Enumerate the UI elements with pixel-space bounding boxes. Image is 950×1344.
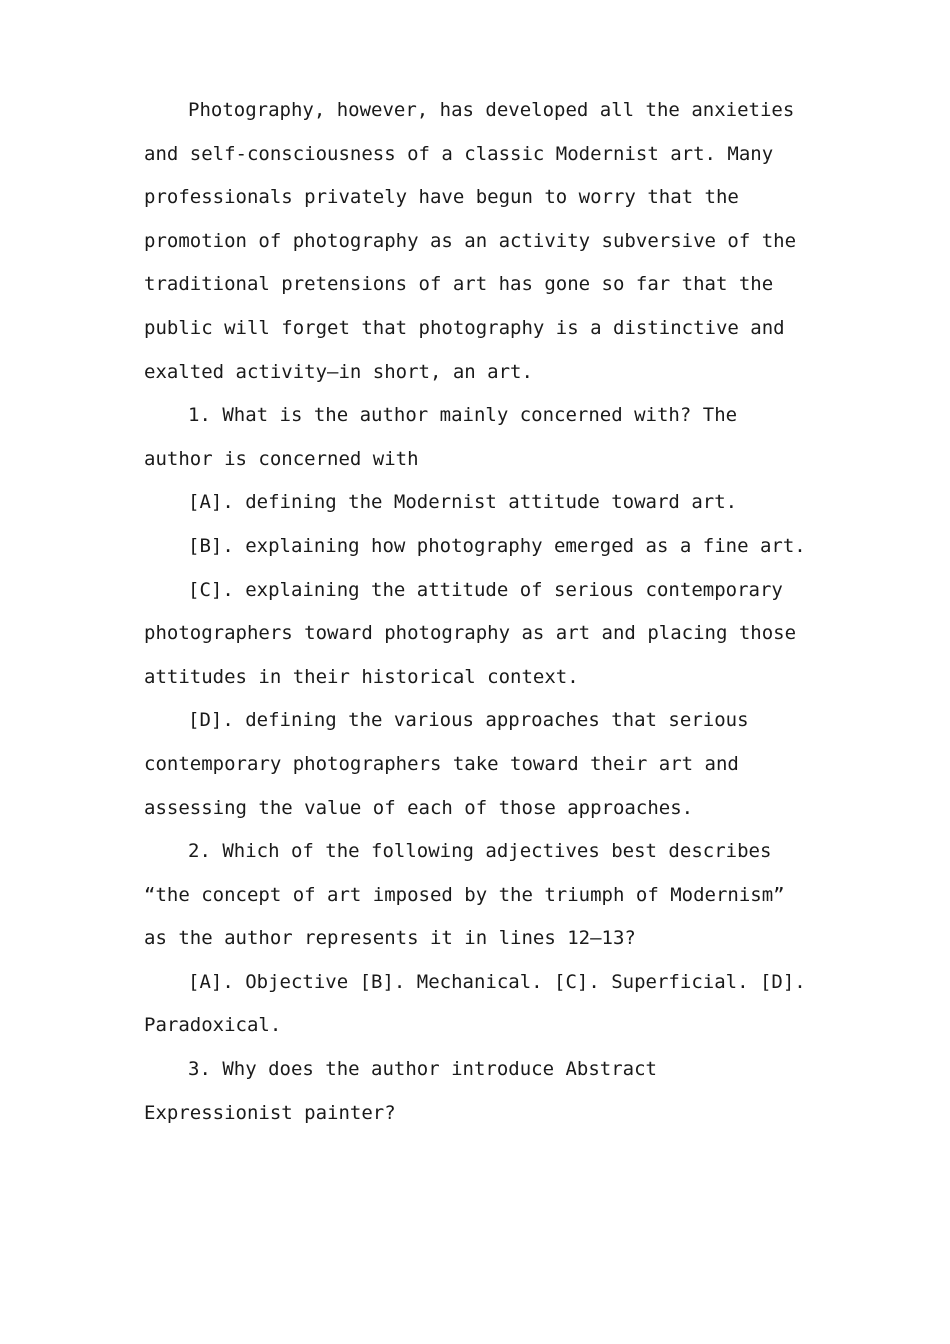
question-2: 2. Which of the following adjectives best describes “the concept of art imposed by the triumph of Modernism” as the author represents it in lines 12—13? <box>144 840 785 950</box>
question-1-option-c: [C]. explaining the attitude of serious contemporary photographers toward photography as art and placing those attitudes in their historical context. <box>144 578 797 688</box>
question-1-option-a: [A]. defining the Modernist attitude toward art. <box>188 491 738 514</box>
question-1-option-d: [D]. defining the various approaches that serious contemporary photographers take toward their art and assessing the value of each of those approaches. <box>144 709 749 819</box>
question-2-options: [A]. Objective [B]. Mechanical. [C]. Superficial. [D]. Paradoxical. <box>144 970 806 1037</box>
document-body <box>144 89 816 1135</box>
question-1: 1. What is the author mainly concerned with? The author is concerned with <box>144 404 738 470</box>
question-3: 3. Why does the author introduce Abstract Expressionist painter? <box>144 1058 657 1124</box>
passage-paragraph: Photography, however, has developed all the anxieties and self-consciousness of a classic Modernist art. Many professionals privately have begun to worry that the promotion of photography as an activity subversive of the traditional pretensions of art has gone so far that the public will forget that photography is a distinctive and exalted activity—in short, an art. <box>144 99 797 383</box>
question-1-option-b: [B]. explaining how photography emerged as a fine art. <box>188 534 806 557</box>
